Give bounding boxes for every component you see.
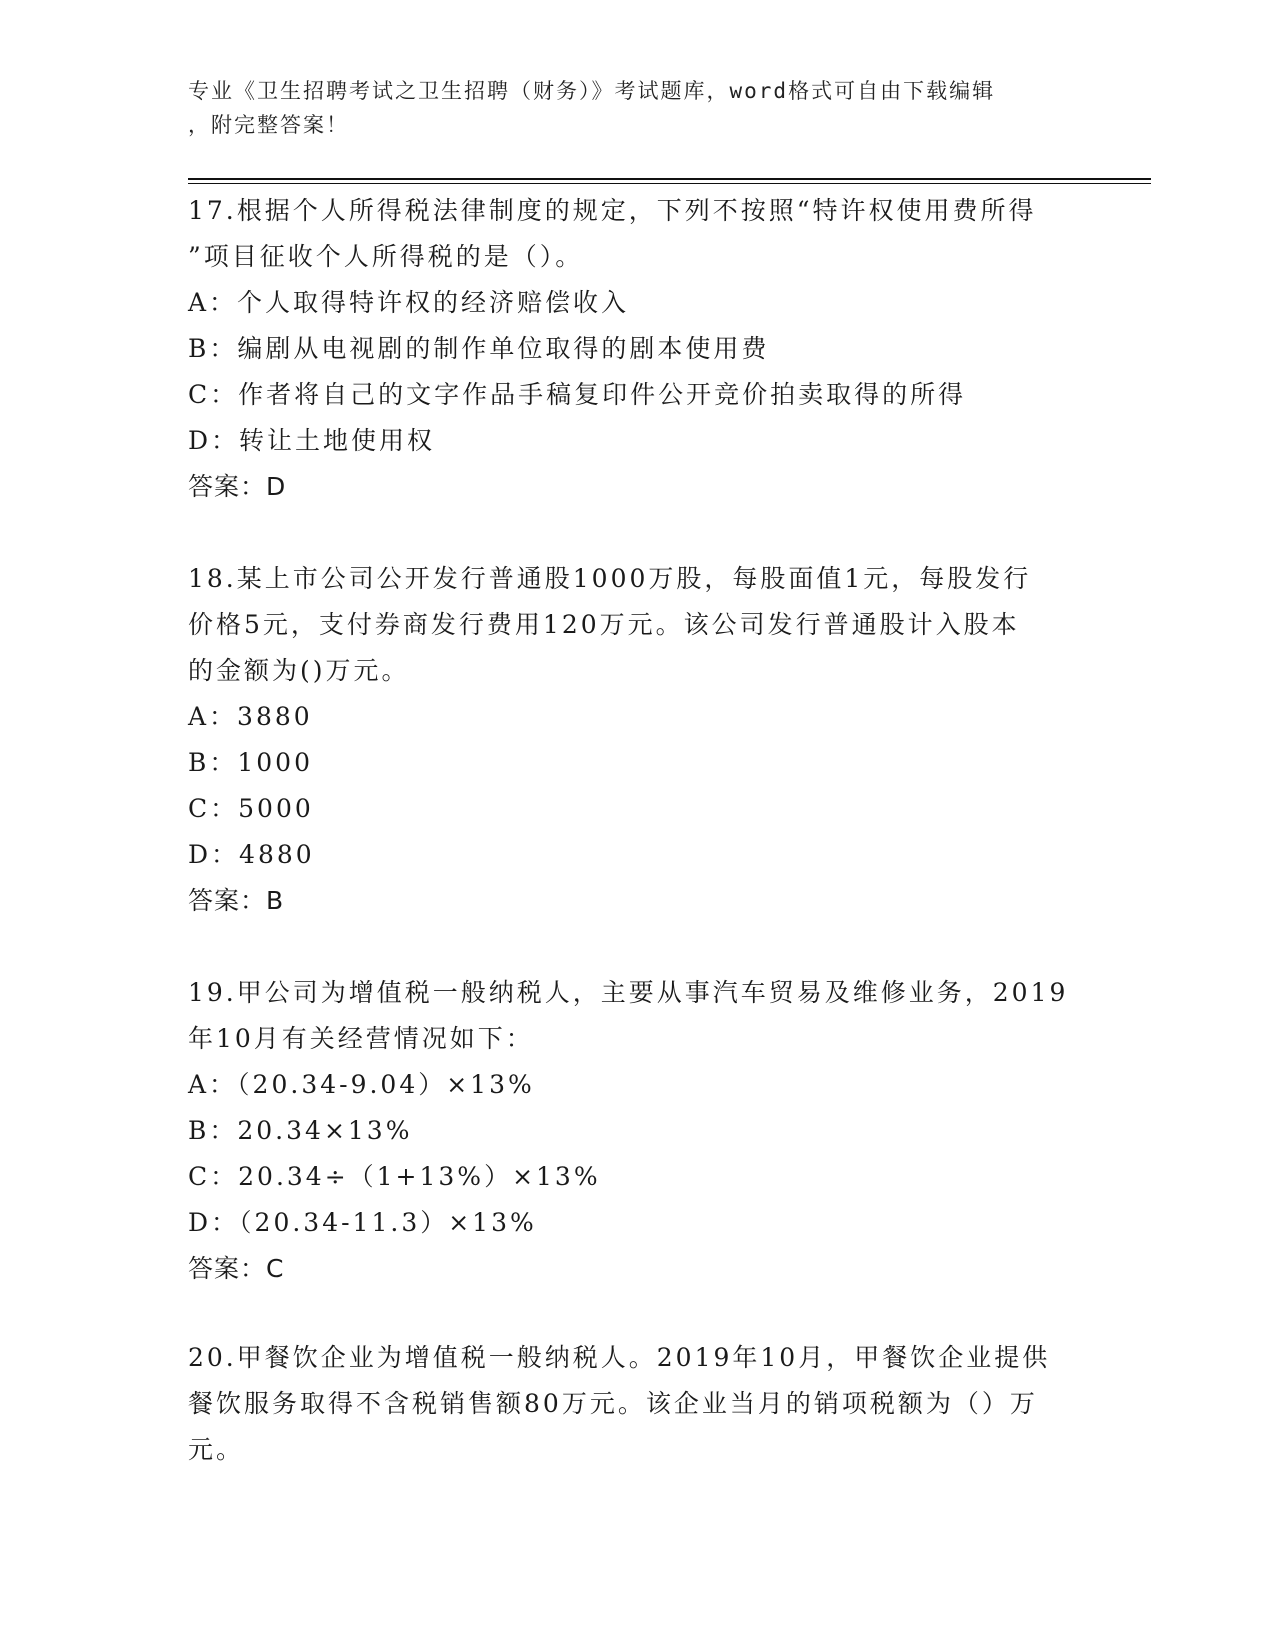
question-stem-line: 18.某上市公司公开发行普通股1000万股，每股面值1元，每股发行 — [188, 564, 1032, 593]
header-line-2: ，附完整答案！ — [188, 113, 349, 137]
question-stem-line: 20.甲餐饮企业为增值税一般纳税人。2019年10月，甲餐饮企业提供 — [188, 1343, 1051, 1372]
header-divider-thin — [188, 183, 1151, 184]
document-header — [188, 74, 1068, 142]
option-a: A：（20.34-9.04）×13% — [188, 1070, 535, 1099]
option-c: C：作者将自己的文字作品手稿复印件公开竞价拍卖取得的所得 — [188, 380, 967, 409]
header-divider-thick — [188, 178, 1151, 180]
option-a: A：3880 — [188, 702, 313, 731]
question-stem-line: 价格5元，支付券商发行费用120万元。该公司发行普通股计入股本 — [188, 610, 1020, 639]
option-c: C：5000 — [188, 794, 314, 823]
option-d: D：（20.34-11.3）×13% — [188, 1208, 537, 1237]
question-stem-line: 元。 — [188, 1435, 245, 1464]
answer-label: 答案：B — [188, 886, 285, 915]
option-d: D：4880 — [188, 840, 315, 869]
question-stem-line: ”项目征收个人所得税的是（）。 — [188, 242, 584, 271]
question-stem-line: 年10月有关经营情况如下： — [188, 1024, 534, 1053]
question-stem-line: 餐饮服务取得不含税销售额80万元。该企业当月的销项税额为（）万 — [188, 1389, 1038, 1418]
header-line-1: 专业《卫生招聘考试之卫生招聘（财务）》考试题库，word格式可自由下载编辑 — [188, 79, 996, 103]
question-stem-line: 的金额为()万元。 — [188, 656, 410, 685]
option-c: C：20.34÷（1+13%）×13% — [188, 1162, 601, 1191]
option-d: D：转让土地使用权 — [188, 426, 436, 455]
option-b: B：1000 — [188, 748, 313, 777]
option-b: B：编剧从电视剧的制作单位取得的剧本使用费 — [188, 334, 770, 363]
question-stem-line: 17.根据个人所得税法律制度的规定，下列不按照“特许权使用费所得 — [188, 196, 1037, 225]
option-a: A：个人取得特许权的经济赔偿收入 — [188, 288, 630, 317]
question-17 — [188, 188, 1068, 510]
question-18 — [188, 556, 1068, 924]
question-stem-line: 19.甲公司为增值税一般纳税人，主要从事汽车贸易及维修业务，2019 — [188, 978, 1069, 1007]
answer-label: 答案：D — [188, 472, 287, 501]
answer-label: 答案：C — [188, 1254, 285, 1283]
question-20 — [188, 1335, 1068, 1473]
question-19 — [188, 970, 1068, 1292]
option-b: B：20.34×13% — [188, 1116, 413, 1145]
